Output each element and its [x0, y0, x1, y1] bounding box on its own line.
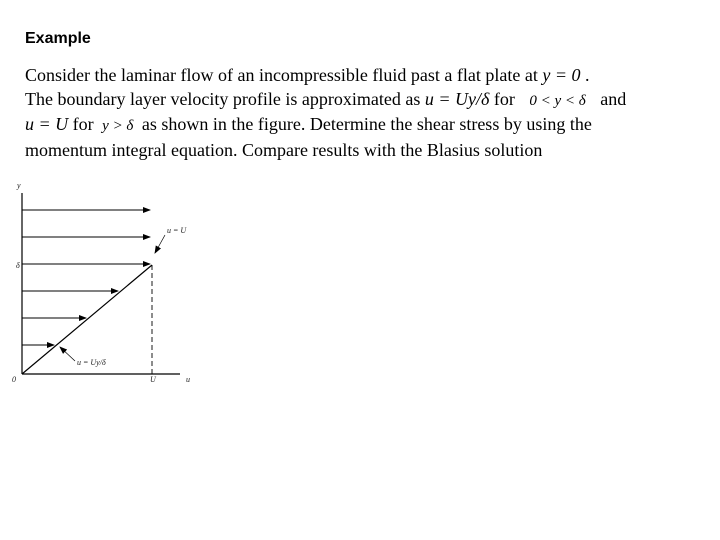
- line-1: [25, 64, 700, 88]
- heading: Example: [25, 30, 91, 47]
- velocity-profile-figure: [0, 175, 210, 395]
- leader-line: [60, 347, 75, 361]
- origin-label: 0: [12, 375, 16, 384]
- text-segment: Consider the laminar flow of an incompressible fluid past a flat plate at: [25, 65, 543, 85]
- delta-label: δ: [16, 261, 20, 270]
- line-2: [25, 88, 700, 114]
- text-segment: .: [580, 65, 590, 85]
- y-axis-label: y: [17, 181, 21, 190]
- text-segment: for: [68, 114, 99, 134]
- text-segment: for: [489, 88, 520, 109]
- problem-statement: [25, 64, 700, 162]
- range: 0 < y < δ: [529, 92, 586, 109]
- outer-flow-label: u = U: [167, 226, 187, 235]
- text-segment: as shown in the figure. Determine the shear stress by using the: [137, 114, 592, 134]
- line-4: momentum integral equation. Compare results with the Blasius solution: [25, 139, 543, 160]
- range: y > δ: [102, 118, 134, 134]
- linear-profile-label: u = Uy/δ: [77, 358, 106, 367]
- equation: u = U: [25, 114, 69, 134]
- leader-line: [155, 235, 165, 253]
- text-segment: and: [595, 88, 627, 109]
- equation: y = 0: [542, 65, 581, 85]
- equation: u = Uy/δ: [424, 88, 490, 109]
- U-tick-label: U: [150, 375, 156, 384]
- line-3: [25, 113, 700, 139]
- x-axis-label: u: [186, 375, 190, 384]
- text-segment: The boundary layer velocity profile is approximated as: [25, 88, 425, 109]
